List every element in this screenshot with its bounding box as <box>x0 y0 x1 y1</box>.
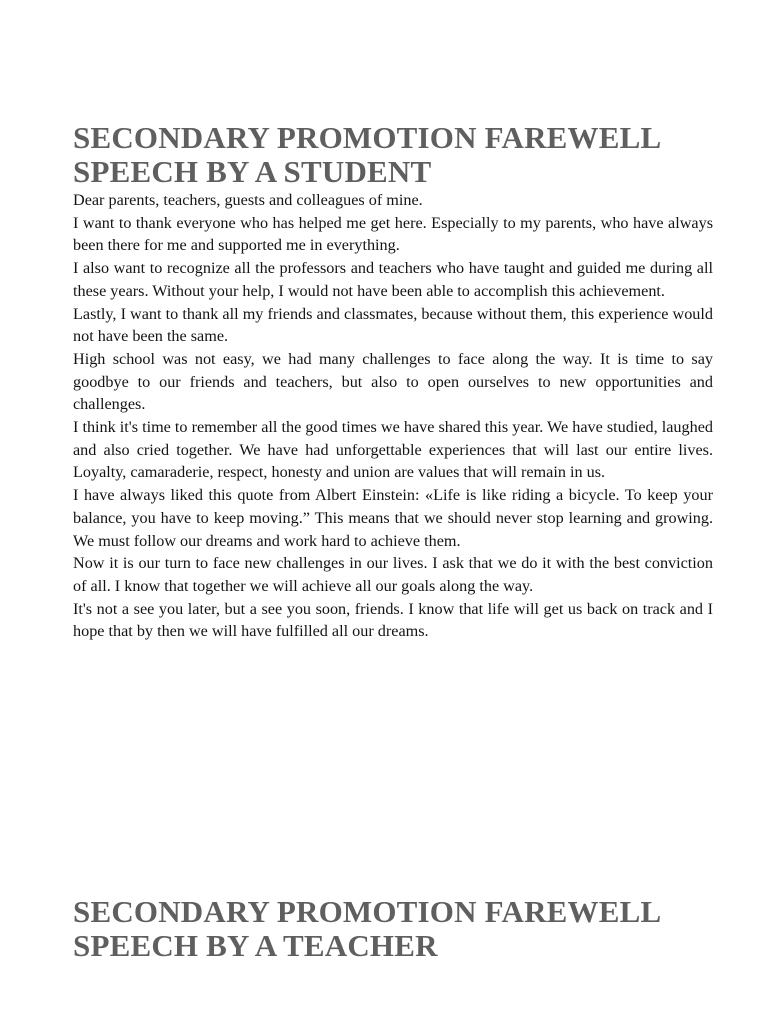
student-speech-heading: SECONDARY PROMOTION FAREWELL SPEECH BY A STUDENT <box>73 120 660 189</box>
speech-paragraph: I want to thank everyone who has helped me get here. Especially to my parents, who have always been there for me and supported me in everything. <box>73 213 713 255</box>
speech-paragraph: I think it's time to remember all the good times we have shared this year. We have studied, laughed and also cried together. We have had unforgettable experiences that will last our entire lives. Loyalty, camaraderie, respect, honesty and union are values that will remain in us. <box>73 418 713 482</box>
speech-paragraph: Dear parents, teachers, guests and colleagues of mine. <box>73 191 423 209</box>
speech-paragraph: High school was not easy, we had many challenges to face along the way. It is time to say goodbye to our friends and teachers, but also to open ourselves to new opportunities and challenges. <box>73 349 713 414</box>
speech-paragraph: It's not a see you later, but a see you soon, friends. I know that life will get us back on track and I hope that by then we will have fulfilled all our dreams. <box>73 599 713 641</box>
speech-paragraph: Lastly, I want to thank all my friends and classmates, because without them, this experience would not have been the same. <box>73 304 713 346</box>
speech-paragraph: I have always liked this quote from Albert Einstein: «Life is like riding a bicycle. To keep your balance, you have to keep moving.” This means that we should never stop learning and growing. We must follow our dreams and work hard to achieve them. <box>73 486 713 550</box>
speech-paragraph: Now it is our turn to face new challenges in our lives. I ask that we do it with the best conviction of all. I know that together we will achieve all our goals along the way. <box>73 554 713 595</box>
student-speech-section <box>73 121 713 643</box>
teacher-speech-section <box>73 895 713 963</box>
teacher-speech-heading: SECONDARY PROMOTION FAREWELL SPEECH BY A TEACHER <box>73 894 660 963</box>
speech-paragraph: I also want to recognize all the professors and teachers who have taught and guided me during all these years. Without your help, I would not have been able to accomplish this achievement. <box>73 259 713 300</box>
